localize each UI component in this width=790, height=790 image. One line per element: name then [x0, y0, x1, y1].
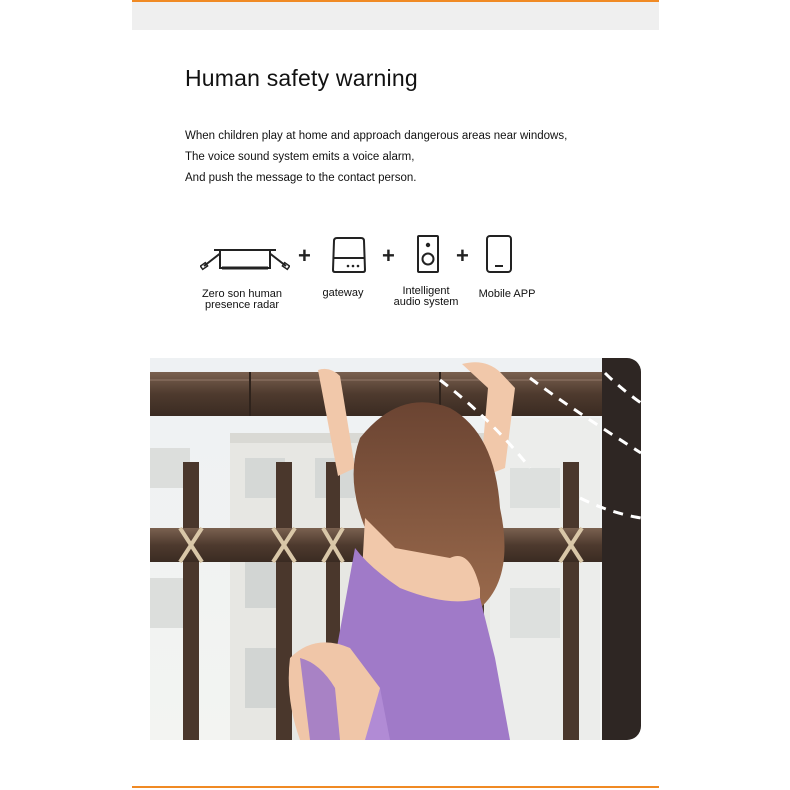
plus-separator: + — [456, 243, 469, 268]
radar-icon — [200, 238, 290, 274]
description-line: When children play at home and approach dangerous areas near windows, — [185, 130, 568, 142]
mobile-caption — [468, 289, 546, 300]
caption-line: audio system — [393, 296, 459, 308]
radar-caption — [186, 289, 298, 311]
caption-line: Zero son human — [201, 288, 283, 300]
page-title: Human safety warning — [185, 65, 418, 91]
caption-line: Intelligent — [402, 285, 450, 297]
description-line: And push the message to the contact person. — [185, 172, 417, 184]
device-flow — [132, 230, 659, 320]
gateway-caption — [308, 288, 378, 299]
caption-line: gateway — [322, 287, 364, 299]
caption-line: Mobile APP — [478, 288, 536, 300]
plus-separator: + — [298, 243, 311, 268]
plus-separator: + — [382, 243, 395, 268]
audio-caption — [384, 286, 468, 308]
description — [185, 126, 625, 189]
bottom-accent-line — [132, 786, 659, 788]
mobile-icon — [485, 234, 513, 274]
description-line: The voice sound system emits a voice alarm, — [185, 151, 415, 163]
speaker-icon — [416, 234, 440, 274]
child-climbing-railing-image — [150, 358, 641, 740]
caption-line: presence radar — [205, 299, 279, 311]
top-band — [132, 0, 659, 30]
gateway-icon — [330, 236, 368, 274]
product-detail-page — [132, 0, 659, 790]
